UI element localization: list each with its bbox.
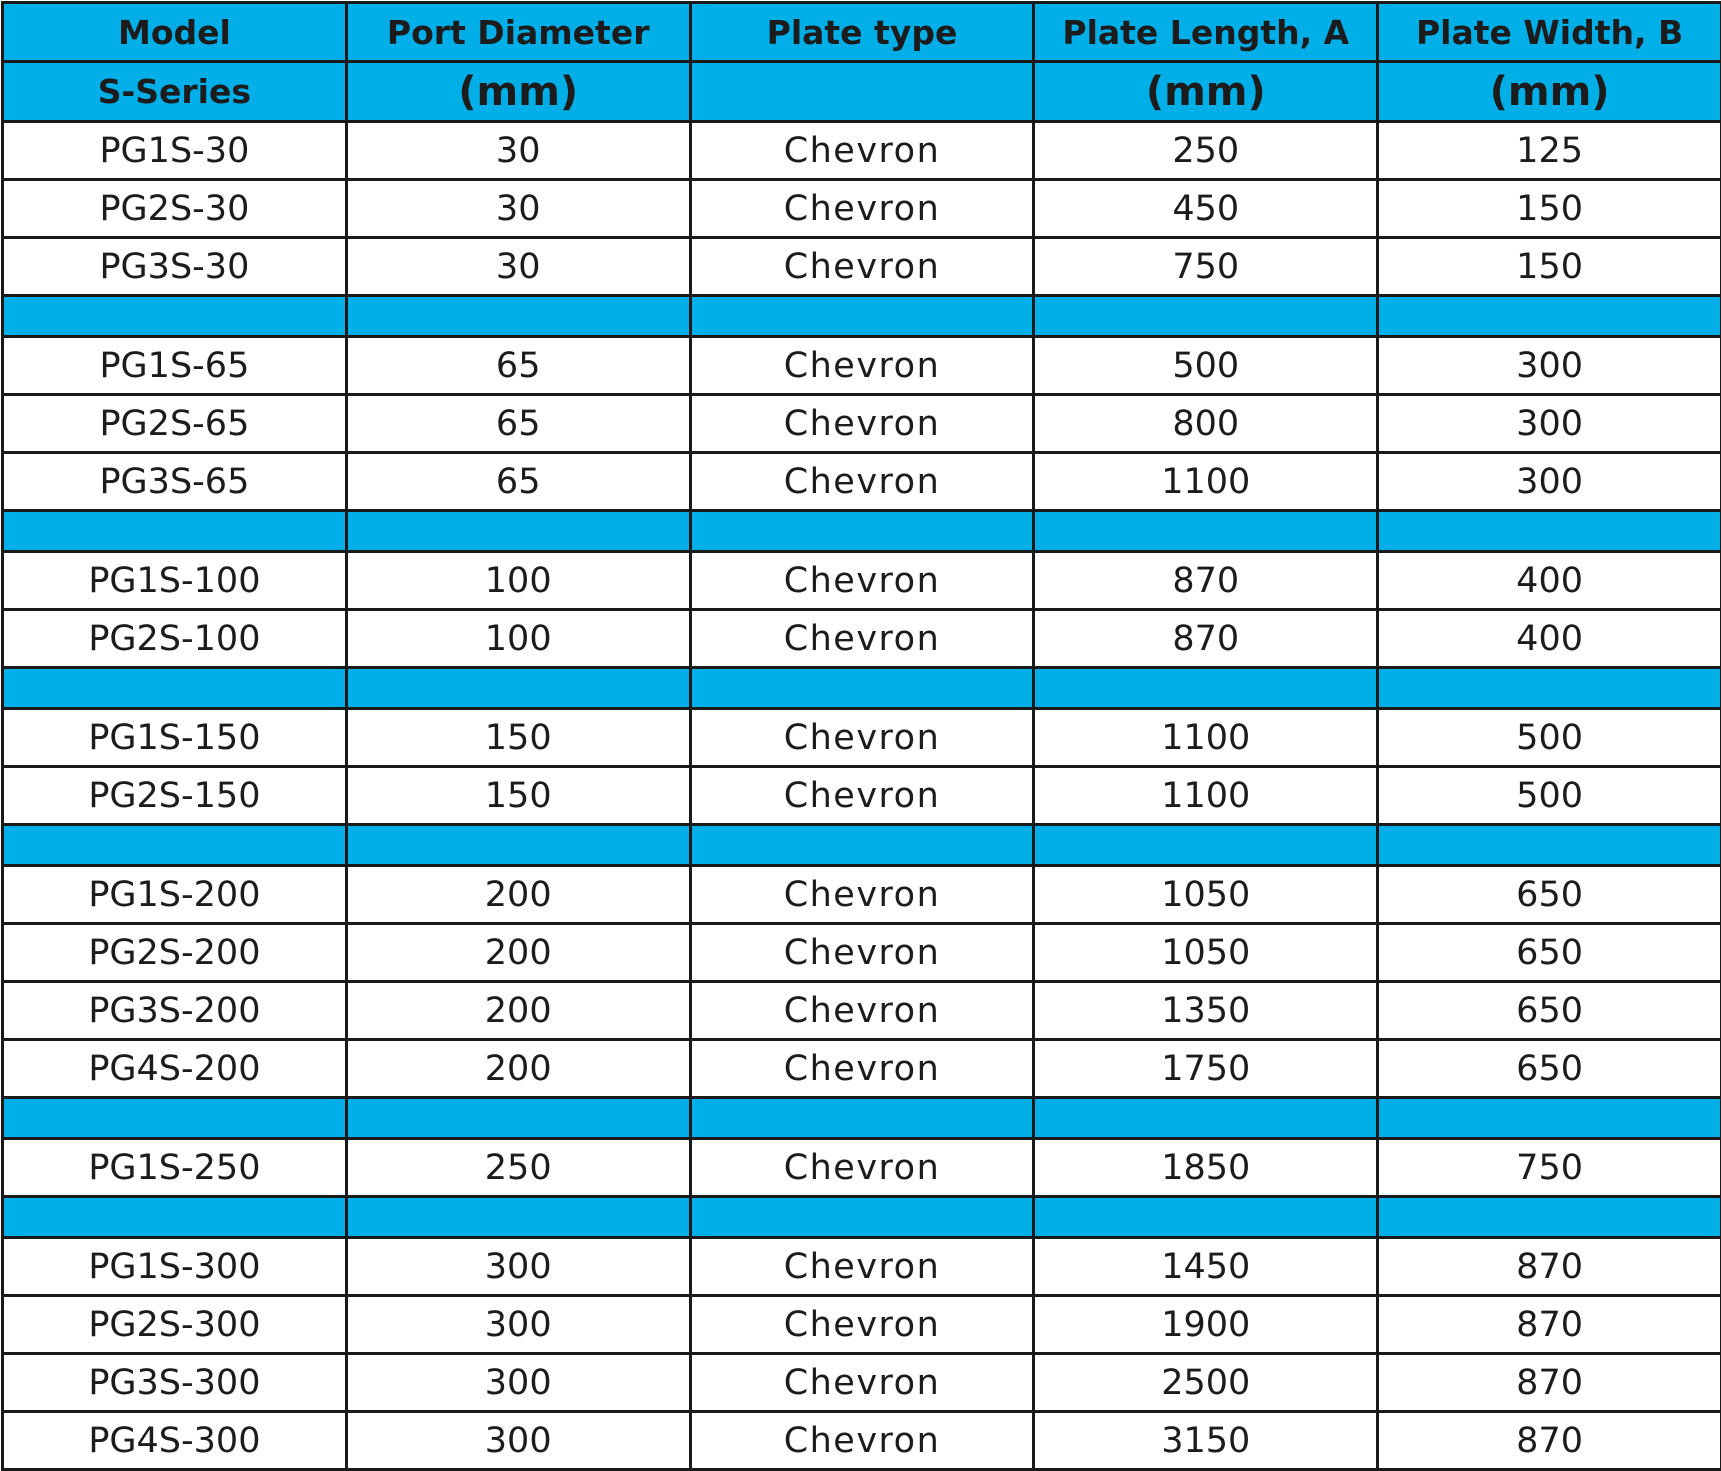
cell-plate-width: 150 (1378, 238, 1721, 296)
cell-plate-length: 3150 (1034, 1412, 1378, 1470)
cell-plate-type: Chevron (690, 337, 1034, 395)
header-port-diameter: Port Diameter (346, 3, 690, 62)
cell-port-diameter: 200 (346, 866, 690, 924)
cell-port-diameter: 200 (346, 1040, 690, 1098)
cell-plate-length: 1850 (1034, 1139, 1378, 1197)
cell-port-diameter: 300 (346, 1296, 690, 1354)
cell-plate-length: 870 (1034, 552, 1378, 610)
header-model: Model (3, 3, 347, 62)
table-row (3, 1040, 1721, 1098)
separator-cell (1034, 1098, 1378, 1139)
cell-port-diameter: 200 (346, 982, 690, 1040)
cell-model: PG3S-300 (3, 1354, 347, 1412)
cell-model: PG2S-65 (3, 395, 347, 453)
separator-cell (1378, 1197, 1721, 1238)
separator-cell (1378, 668, 1721, 709)
cell-port-diameter: 150 (346, 767, 690, 825)
cell-port-diameter: 250 (346, 1139, 690, 1197)
cell-port-diameter: 65 (346, 395, 690, 453)
table-row (3, 337, 1721, 395)
header-port-diameter-unit: (mm) (346, 62, 690, 122)
cell-plate-type: Chevron (690, 767, 1034, 825)
cell-plate-width: 650 (1378, 924, 1721, 982)
cell-plate-width: 400 (1378, 610, 1721, 668)
cell-plate-width: 300 (1378, 453, 1721, 511)
header-row-1 (3, 3, 1721, 62)
cell-model: PG2S-150 (3, 767, 347, 825)
cell-plate-length: 250 (1034, 122, 1378, 180)
cell-plate-width: 650 (1378, 1040, 1721, 1098)
group-separator-row (3, 1197, 1721, 1238)
header-plate-width-unit: (mm) (1378, 62, 1721, 122)
cell-plate-type: Chevron (690, 866, 1034, 924)
cell-plate-length: 1100 (1034, 709, 1378, 767)
cell-plate-length: 1100 (1034, 453, 1378, 511)
cell-model: PG2S-300 (3, 1296, 347, 1354)
separator-cell (1034, 1197, 1378, 1238)
cell-model: PG2S-100 (3, 610, 347, 668)
cell-plate-type: Chevron (690, 238, 1034, 296)
cell-plate-length: 750 (1034, 238, 1378, 296)
cell-model: PG1S-300 (3, 1238, 347, 1296)
cell-plate-width: 870 (1378, 1354, 1721, 1412)
separator-cell (346, 511, 690, 552)
cell-model: PG2S-30 (3, 180, 347, 238)
separator-cell (690, 296, 1034, 337)
separator-cell (1378, 511, 1721, 552)
cell-plate-length: 450 (1034, 180, 1378, 238)
cell-plate-width: 650 (1378, 866, 1721, 924)
table-row (3, 395, 1721, 453)
separator-cell (690, 1197, 1034, 1238)
cell-port-diameter: 100 (346, 552, 690, 610)
cell-port-diameter: 300 (346, 1412, 690, 1470)
separator-cell (3, 668, 347, 709)
cell-port-diameter: 30 (346, 238, 690, 296)
cell-plate-length: 1750 (1034, 1040, 1378, 1098)
spec-table (1, 1, 1721, 1471)
cell-port-diameter: 200 (346, 924, 690, 982)
cell-port-diameter: 65 (346, 453, 690, 511)
cell-plate-width: 125 (1378, 122, 1721, 180)
cell-model: PG4S-200 (3, 1040, 347, 1098)
table-row (3, 122, 1721, 180)
table-row (3, 453, 1721, 511)
table-row (3, 866, 1721, 924)
table-row (3, 610, 1721, 668)
cell-plate-type: Chevron (690, 122, 1034, 180)
table-row (3, 552, 1721, 610)
header-row-2 (3, 62, 1721, 122)
cell-port-diameter: 300 (346, 1238, 690, 1296)
separator-cell (3, 296, 347, 337)
table-row (3, 767, 1721, 825)
cell-plate-width: 750 (1378, 1139, 1721, 1197)
table-row (3, 180, 1721, 238)
table-row (3, 1139, 1721, 1197)
header-plate-type: Plate type (690, 3, 1034, 62)
separator-cell (3, 511, 347, 552)
separator-cell (346, 825, 690, 866)
group-separator-row (3, 668, 1721, 709)
cell-model: PG1S-250 (3, 1139, 347, 1197)
separator-cell (1378, 1098, 1721, 1139)
table-body (3, 122, 1721, 1470)
header-series: S-Series (3, 62, 347, 122)
cell-plate-length: 800 (1034, 395, 1378, 453)
separator-cell (1034, 296, 1378, 337)
cell-model: PG1S-150 (3, 709, 347, 767)
cell-plate-length: 1900 (1034, 1296, 1378, 1354)
separator-cell (3, 825, 347, 866)
cell-port-diameter: 30 (346, 122, 690, 180)
cell-model: PG4S-300 (3, 1412, 347, 1470)
cell-plate-type: Chevron (690, 709, 1034, 767)
cell-model: PG2S-200 (3, 924, 347, 982)
cell-port-diameter: 300 (346, 1354, 690, 1412)
cell-plate-type: Chevron (690, 395, 1034, 453)
cell-plate-length: 1100 (1034, 767, 1378, 825)
cell-plate-type: Chevron (690, 180, 1034, 238)
table-row (3, 1412, 1721, 1470)
cell-plate-width: 300 (1378, 395, 1721, 453)
cell-plate-length: 1450 (1034, 1238, 1378, 1296)
cell-plate-length: 500 (1034, 337, 1378, 395)
header-plate-width: Plate Width, B (1378, 3, 1721, 62)
header-plate-type-unit (690, 62, 1034, 122)
separator-cell (3, 1197, 347, 1238)
cell-model: PG3S-65 (3, 453, 347, 511)
group-separator-row (3, 825, 1721, 866)
table-row (3, 1354, 1721, 1412)
separator-cell (1034, 825, 1378, 866)
table-row (3, 709, 1721, 767)
cell-plate-length: 2500 (1034, 1354, 1378, 1412)
cell-plate-type: Chevron (690, 1139, 1034, 1197)
cell-plate-width: 150 (1378, 180, 1721, 238)
cell-model: PG1S-100 (3, 552, 347, 610)
cell-port-diameter: 150 (346, 709, 690, 767)
cell-model: PG1S-65 (3, 337, 347, 395)
cell-model: PG1S-200 (3, 866, 347, 924)
cell-model: PG3S-30 (3, 238, 347, 296)
header-plate-length-unit: (mm) (1034, 62, 1378, 122)
cell-plate-width: 500 (1378, 767, 1721, 825)
cell-plate-width: 870 (1378, 1412, 1721, 1470)
group-separator-row (3, 511, 1721, 552)
cell-port-diameter: 65 (346, 337, 690, 395)
separator-cell (1378, 296, 1721, 337)
cell-plate-type: Chevron (690, 982, 1034, 1040)
cell-plate-type: Chevron (690, 1040, 1034, 1098)
separator-cell (346, 1098, 690, 1139)
group-separator-row (3, 296, 1721, 337)
cell-plate-type: Chevron (690, 924, 1034, 982)
group-separator-row (3, 1098, 1721, 1139)
cell-port-diameter: 100 (346, 610, 690, 668)
cell-plate-type: Chevron (690, 610, 1034, 668)
header-plate-length: Plate Length, A (1034, 3, 1378, 62)
cell-plate-width: 870 (1378, 1238, 1721, 1296)
separator-cell (1378, 825, 1721, 866)
cell-plate-length: 870 (1034, 610, 1378, 668)
table-row (3, 1296, 1721, 1354)
cell-plate-width: 500 (1378, 709, 1721, 767)
cell-plate-width: 400 (1378, 552, 1721, 610)
separator-cell (346, 668, 690, 709)
cell-plate-type: Chevron (690, 1354, 1034, 1412)
cell-plate-type: Chevron (690, 1412, 1034, 1470)
cell-plate-width: 650 (1378, 982, 1721, 1040)
cell-plate-length: 1050 (1034, 924, 1378, 982)
table-row (3, 982, 1721, 1040)
cell-plate-type: Chevron (690, 1296, 1034, 1354)
separator-cell (346, 296, 690, 337)
cell-plate-width: 300 (1378, 337, 1721, 395)
cell-plate-width: 870 (1378, 1296, 1721, 1354)
separator-cell (690, 825, 1034, 866)
table-row (3, 1238, 1721, 1296)
cell-model: PG1S-30 (3, 122, 347, 180)
cell-plate-type: Chevron (690, 552, 1034, 610)
separator-cell (690, 1098, 1034, 1139)
cell-plate-type: Chevron (690, 1238, 1034, 1296)
separator-cell (690, 668, 1034, 709)
separator-cell (346, 1197, 690, 1238)
cell-plate-type: Chevron (690, 453, 1034, 511)
cell-port-diameter: 30 (346, 180, 690, 238)
table-row (3, 238, 1721, 296)
separator-cell (1034, 511, 1378, 552)
cell-plate-length: 1350 (1034, 982, 1378, 1040)
cell-plate-length: 1050 (1034, 866, 1378, 924)
cell-model: PG3S-200 (3, 982, 347, 1040)
separator-cell (1034, 668, 1378, 709)
separator-cell (690, 511, 1034, 552)
table-row (3, 924, 1721, 982)
separator-cell (3, 1098, 347, 1139)
